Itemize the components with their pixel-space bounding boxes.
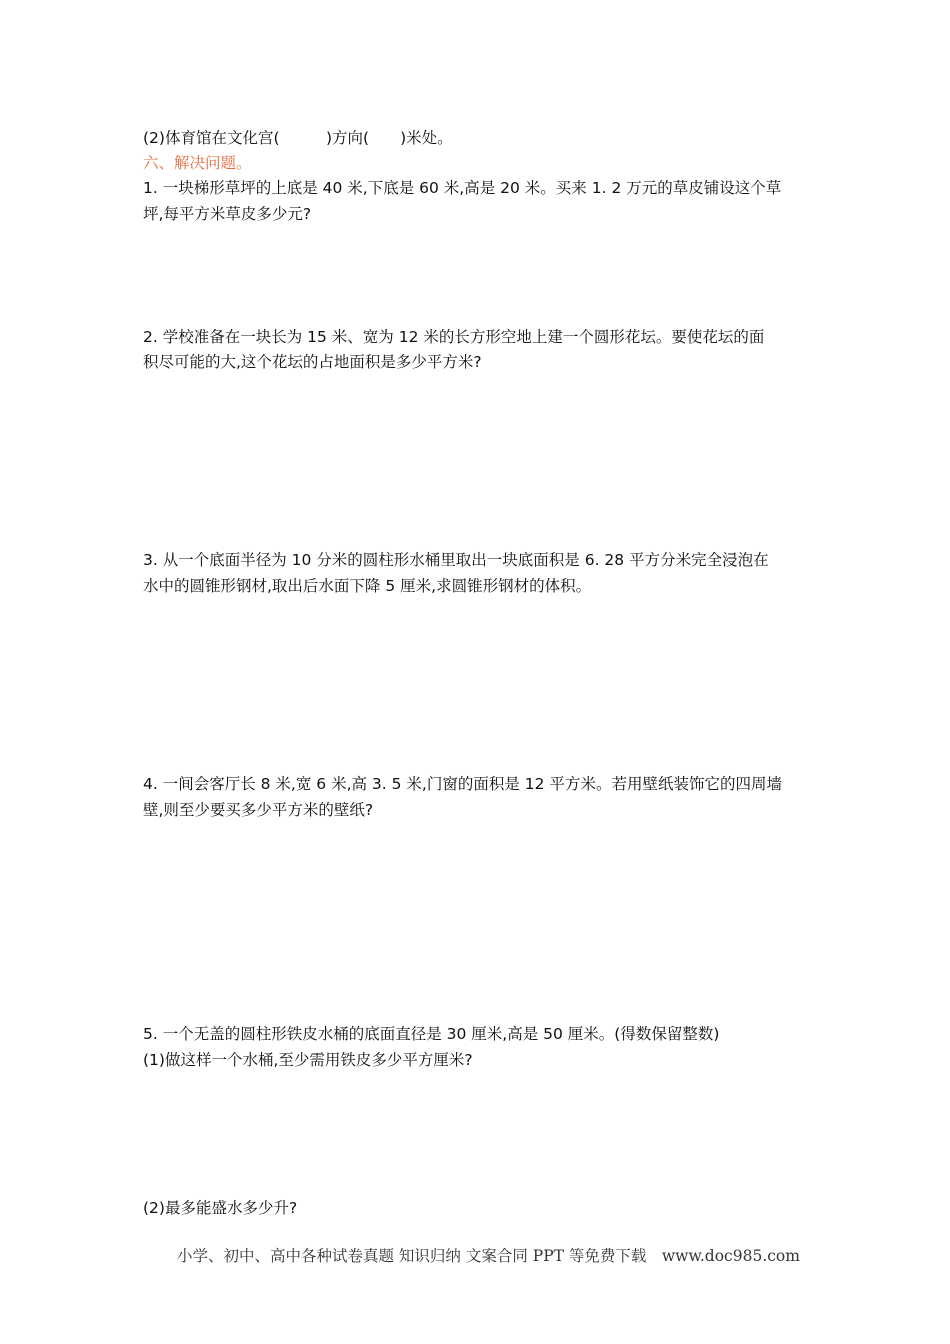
problem-5-line-2: (1)做这样一个水桶,至少需用铁皮多少平方厘米?	[143, 1051, 473, 1069]
problem-3-line-2: 水中的圆锥形钢材,取出后水面下降 5 厘米,求圆锥形钢材的体积。	[143, 577, 592, 595]
problem-5-line-1: 5. 一个无盖的圆柱形铁皮水桶的底面直径是 30 厘米,高是 50 厘米。(得数保留整数)	[143, 1025, 720, 1043]
problem-5-sub-question-2: (2)最多能盛水多少升?	[143, 1199, 298, 1217]
problem-4-line-2: 壁,则至少要买多少平方米的壁纸?	[143, 801, 374, 819]
problem-1-line-1: 1. 一块梯形草坪的上底是 40 米,下底是 60 米,高是 20 米。买来 1. 2 万元的草皮铺设这个草	[143, 179, 782, 197]
section-heading: 六、解决问题。	[143, 154, 252, 172]
problem-2-line-2: 积尽可能的大,这个花坛的占地面积是多少平方米?	[143, 353, 482, 371]
problem-3-line-1: 3. 从一个底面半径为 10 分米的圆柱形水桶里取出一块底面积是 6. 28 平方分米完全浸泡在	[143, 551, 769, 569]
page-footer: 小学、初中、高中各种试卷真题 知识归纳 文案合同 PPT 等免费下载 www.doc985.com	[177, 1247, 800, 1265]
problem-4-line-1: 4. 一间会客厅长 8 米,宽 6 米,高 3. 5 米,门窗的面积是 12 平方米。若用壁纸装饰它的四周墙	[143, 775, 782, 793]
previous-item-text: (2)体育馆在文化宫( )方向( )米处。	[143, 129, 453, 147]
problem-1-line-2: 坪,每平方米草皮多少元?	[143, 205, 312, 223]
problem-2-line-1: 2. 学校准备在一块长为 15 米、宽为 12 米的长方形空地上建一个圆形花坛。要使花坛的面	[143, 328, 765, 346]
